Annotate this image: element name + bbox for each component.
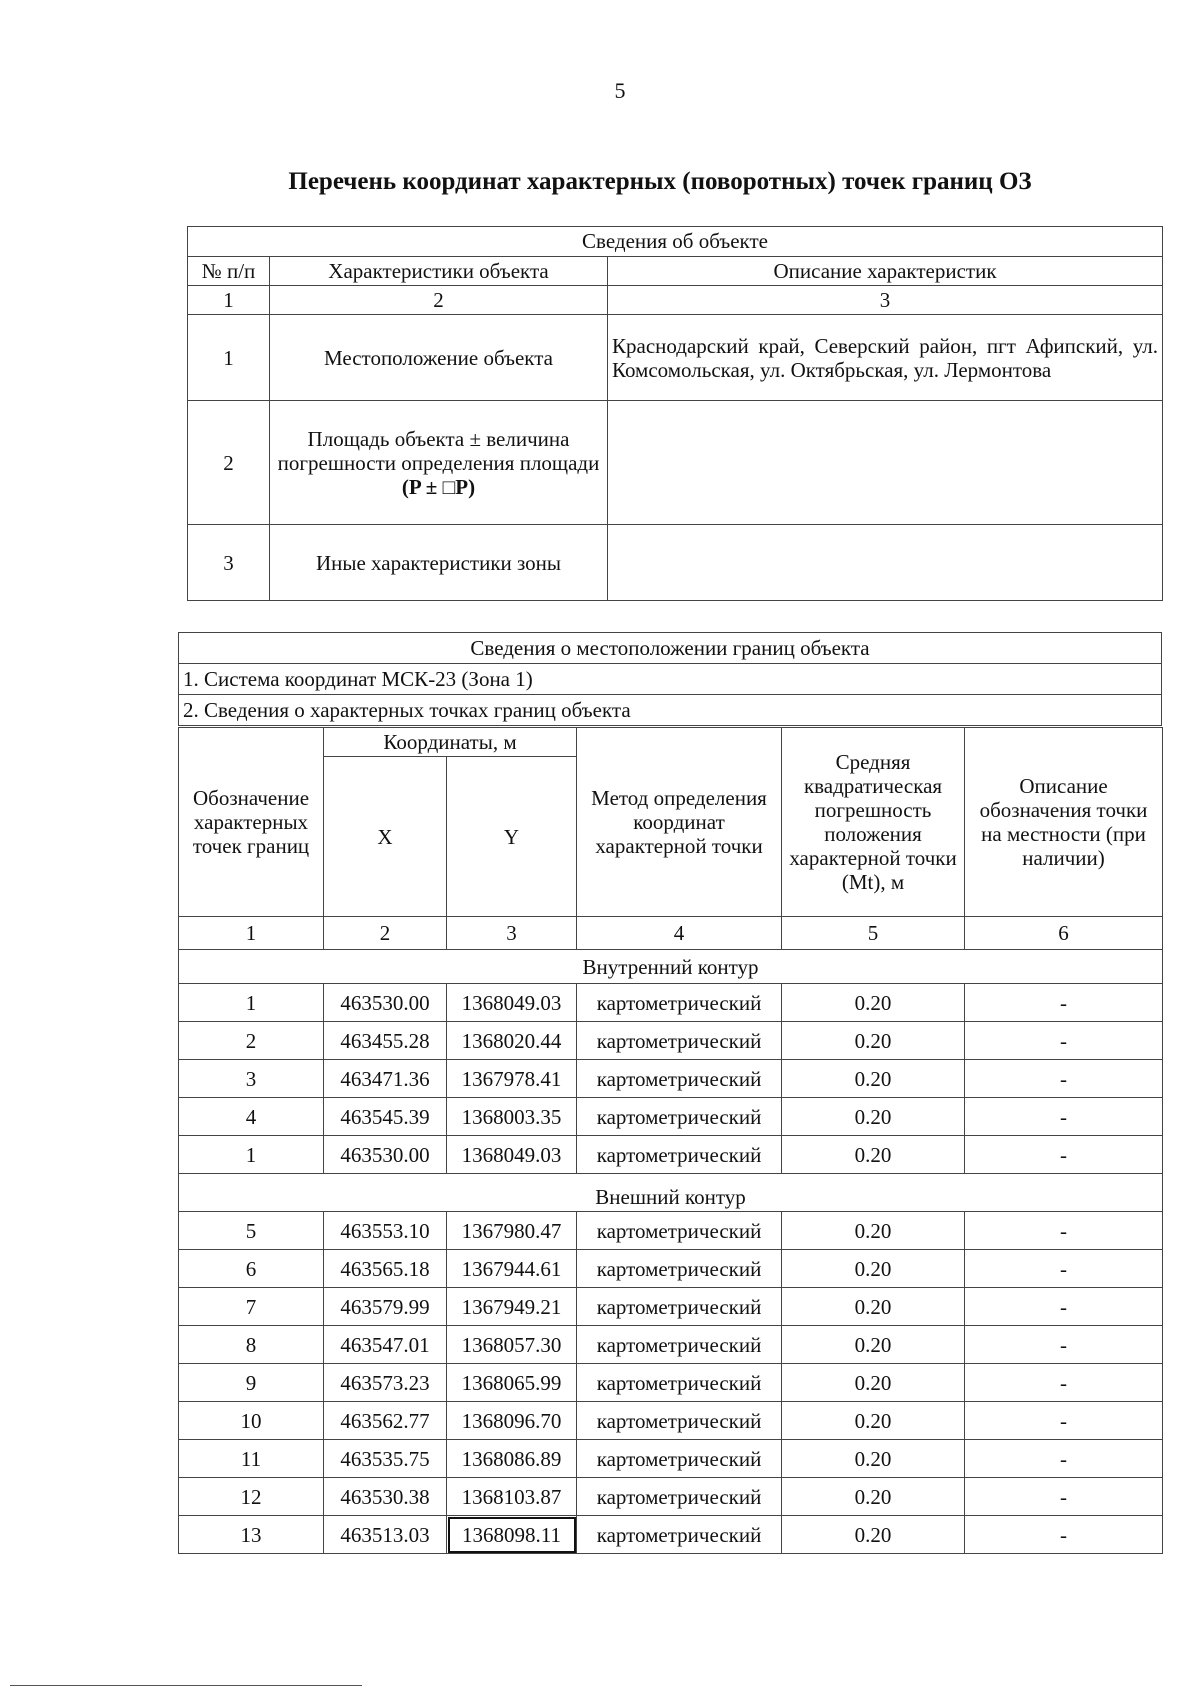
coordinate-y: 1368103.87 bbox=[447, 1478, 577, 1516]
footer-rule bbox=[10, 1685, 362, 1686]
method: картометрический bbox=[577, 1402, 782, 1440]
header-point: Обозначение характерных точек границ bbox=[179, 728, 324, 917]
point-number: 1 bbox=[179, 1136, 324, 1174]
coordinate-y: 1368065.99 bbox=[447, 1364, 577, 1402]
col-number: 1 bbox=[179, 917, 324, 950]
point-description: - bbox=[965, 1288, 1163, 1326]
method: картометрический bbox=[577, 1098, 782, 1136]
method: картометрический bbox=[577, 1022, 782, 1060]
coordinate-y: 1368086.89 bbox=[447, 1440, 577, 1478]
error-value: 0.20 bbox=[782, 1060, 965, 1098]
error-value: 0.20 bbox=[782, 1364, 965, 1402]
coordinate-x: 463553.10 bbox=[324, 1212, 447, 1250]
coordinate-x: 463530.00 bbox=[324, 1136, 447, 1174]
coordinate-y: 1368049.03 bbox=[447, 1136, 577, 1174]
error-value: 0.20 bbox=[782, 1098, 965, 1136]
point-description: - bbox=[965, 1516, 1163, 1554]
coordinate-y: 1368020.44 bbox=[447, 1022, 577, 1060]
header-method: Метод определения координат характерной точки bbox=[577, 728, 782, 917]
table-row bbox=[179, 1022, 1163, 1060]
points-table bbox=[178, 727, 1163, 1554]
method: картометрический bbox=[577, 1288, 782, 1326]
coordinate-x: 463535.75 bbox=[324, 1440, 447, 1478]
table-row bbox=[179, 984, 1163, 1022]
col-number: 3 bbox=[447, 917, 577, 950]
coordinate-x: 463579.99 bbox=[324, 1288, 447, 1326]
point-description: - bbox=[965, 1136, 1163, 1174]
error-value: 0.20 bbox=[782, 1022, 965, 1060]
point-number: 3 bbox=[179, 1060, 324, 1098]
area-label: Площадь объекта ± величина погрешности определения площади bbox=[277, 426, 600, 475]
col-number: 5 bbox=[782, 917, 965, 950]
method: картометрический bbox=[577, 1326, 782, 1364]
header-coordinates: Координаты, м bbox=[324, 728, 577, 757]
error-value: 0.20 bbox=[782, 1402, 965, 1440]
table-row bbox=[179, 1478, 1163, 1516]
coordinate-x: 463471.36 bbox=[324, 1060, 447, 1098]
object-info-table bbox=[187, 226, 1163, 601]
coordinate-x: 463530.00 bbox=[324, 984, 447, 1022]
point-number: 7 bbox=[179, 1288, 324, 1326]
points-section-title: 2. Сведения о характерных точках границ объекта bbox=[179, 695, 1162, 726]
point-number: 4 bbox=[179, 1098, 324, 1136]
coordinate-x: 463513.03 bbox=[324, 1516, 447, 1554]
coordinate-x: 463530.38 bbox=[324, 1478, 447, 1516]
method: картометрический bbox=[577, 1136, 782, 1174]
method: картометрический bbox=[577, 1478, 782, 1516]
outer-contour-rows bbox=[179, 1212, 1163, 1554]
error-value: 0.20 bbox=[782, 1288, 965, 1326]
coordinate-y: 1367980.47 bbox=[447, 1212, 577, 1250]
coordinate-y: 1367944.61 bbox=[447, 1250, 577, 1288]
error-value: 0.20 bbox=[782, 1440, 965, 1478]
coordinate-system: 1. Система координат МСК-23 (Зона 1) bbox=[179, 664, 1162, 695]
table-row bbox=[179, 1060, 1163, 1098]
method: картометрический bbox=[577, 1060, 782, 1098]
error-value: 0.20 bbox=[782, 984, 965, 1022]
table-row bbox=[179, 1098, 1163, 1136]
coordinate-y: 1368098.11 bbox=[447, 1516, 577, 1554]
method: картометрический bbox=[577, 1364, 782, 1402]
inner-contour-rows bbox=[179, 984, 1163, 1174]
inner-contour-title: Внутренний контур bbox=[179, 950, 1163, 984]
col-number: 2 bbox=[270, 286, 608, 315]
point-description: - bbox=[965, 1250, 1163, 1288]
coordinate-x: 463565.18 bbox=[324, 1250, 447, 1288]
point-number: 1 bbox=[179, 984, 324, 1022]
characteristic-name bbox=[270, 401, 608, 525]
header-y: Y bbox=[447, 757, 577, 917]
table-row bbox=[179, 1402, 1163, 1440]
table-row bbox=[179, 1440, 1163, 1478]
coordinate-y: 1367949.21 bbox=[447, 1288, 577, 1326]
point-description: - bbox=[965, 1060, 1163, 1098]
error-value: 0.20 bbox=[782, 1478, 965, 1516]
point-description: - bbox=[965, 1326, 1163, 1364]
point-number: 5 bbox=[179, 1212, 324, 1250]
method: картометрический bbox=[577, 1212, 782, 1250]
coordinate-x: 463545.39 bbox=[324, 1098, 447, 1136]
point-number: 11 bbox=[179, 1440, 324, 1478]
error-value: 0.20 bbox=[782, 1250, 965, 1288]
coordinate-y: 1367978.41 bbox=[447, 1060, 577, 1098]
table-row bbox=[179, 1516, 1163, 1554]
location-description: Краснодарский край, Северский район, пгт Афипский, ул. Комсомольская, ул. Октябрьская, ул. Лермонтова bbox=[608, 315, 1163, 401]
header-point-description: Описание обозначения точки на местности (при наличии) bbox=[965, 728, 1163, 917]
col-number: 1 bbox=[188, 286, 270, 315]
error-value: 0.20 bbox=[782, 1136, 965, 1174]
header-row-number: № п/п bbox=[188, 257, 270, 286]
col-number: 6 bbox=[965, 917, 1163, 950]
col-number: 4 bbox=[577, 917, 782, 950]
page-number: 5 bbox=[614, 78, 626, 103]
table-row bbox=[179, 1212, 1163, 1250]
coordinate-x: 463455.28 bbox=[324, 1022, 447, 1060]
row-number: 1 bbox=[188, 315, 270, 401]
error-value: 0.20 bbox=[782, 1516, 965, 1554]
header-error: Средняя квадратическая погрешность положения характерной точки (Mt), м bbox=[782, 728, 965, 917]
error-value: 0.20 bbox=[782, 1326, 965, 1364]
error-value: 0.20 bbox=[782, 1212, 965, 1250]
coordinate-x: 463547.01 bbox=[324, 1326, 447, 1364]
area-formula: (P ± □P) bbox=[401, 474, 476, 499]
coordinate-x: 463562.77 bbox=[324, 1402, 447, 1440]
point-description: - bbox=[965, 984, 1163, 1022]
location-info-table bbox=[178, 632, 1162, 726]
point-description: - bbox=[965, 1478, 1163, 1516]
point-description: - bbox=[965, 1364, 1163, 1402]
point-number: 12 bbox=[179, 1478, 324, 1516]
point-description: - bbox=[965, 1440, 1163, 1478]
table-row bbox=[179, 1364, 1163, 1402]
object-info-section-title: Сведения об объекте bbox=[188, 227, 1163, 257]
point-description: - bbox=[965, 1022, 1163, 1060]
area-description bbox=[608, 401, 1163, 525]
header-x: X bbox=[324, 757, 447, 917]
row-number: 2 bbox=[188, 401, 270, 525]
document-title: Перечень координат характерных (поворотных) точек границ ОЗ bbox=[288, 168, 1032, 195]
point-number: 9 bbox=[179, 1364, 324, 1402]
method: картометрический bbox=[577, 1250, 782, 1288]
header-characteristics: Характеристики объекта bbox=[270, 257, 608, 286]
point-number: 8 bbox=[179, 1326, 324, 1364]
table-row bbox=[179, 1326, 1163, 1364]
coordinate-y: 1368096.70 bbox=[447, 1402, 577, 1440]
point-description: - bbox=[965, 1098, 1163, 1136]
method: картометрический bbox=[577, 1440, 782, 1478]
location-section-title: Сведения о местоположении границ объекта bbox=[179, 633, 1162, 664]
characteristic-name: Местоположение объекта bbox=[270, 315, 608, 401]
point-number: 6 bbox=[179, 1250, 324, 1288]
point-description: - bbox=[965, 1402, 1163, 1440]
point-number: 13 bbox=[179, 1516, 324, 1554]
method: картометрический bbox=[577, 1516, 782, 1554]
point-description: - bbox=[965, 1212, 1163, 1250]
point-number: 10 bbox=[179, 1402, 324, 1440]
table-row bbox=[179, 1136, 1163, 1174]
col-number: 2 bbox=[324, 917, 447, 950]
coordinate-y: 1368057.30 bbox=[447, 1326, 577, 1364]
coordinate-x: 463573.23 bbox=[324, 1364, 447, 1402]
table-row bbox=[179, 1288, 1163, 1326]
outer-contour-title: Внешний контур bbox=[179, 1174, 1163, 1212]
other-description bbox=[608, 525, 1163, 601]
point-number: 2 bbox=[179, 1022, 324, 1060]
method: картометрический bbox=[577, 984, 782, 1022]
col-number: 3 bbox=[608, 286, 1163, 315]
coordinate-y: 1368003.35 bbox=[447, 1098, 577, 1136]
coordinate-y: 1368049.03 bbox=[447, 984, 577, 1022]
characteristic-name: Иные характеристики зоны bbox=[270, 525, 608, 601]
table-row bbox=[179, 1250, 1163, 1288]
row-number: 3 bbox=[188, 525, 270, 601]
header-description: Описание характеристик bbox=[608, 257, 1163, 286]
